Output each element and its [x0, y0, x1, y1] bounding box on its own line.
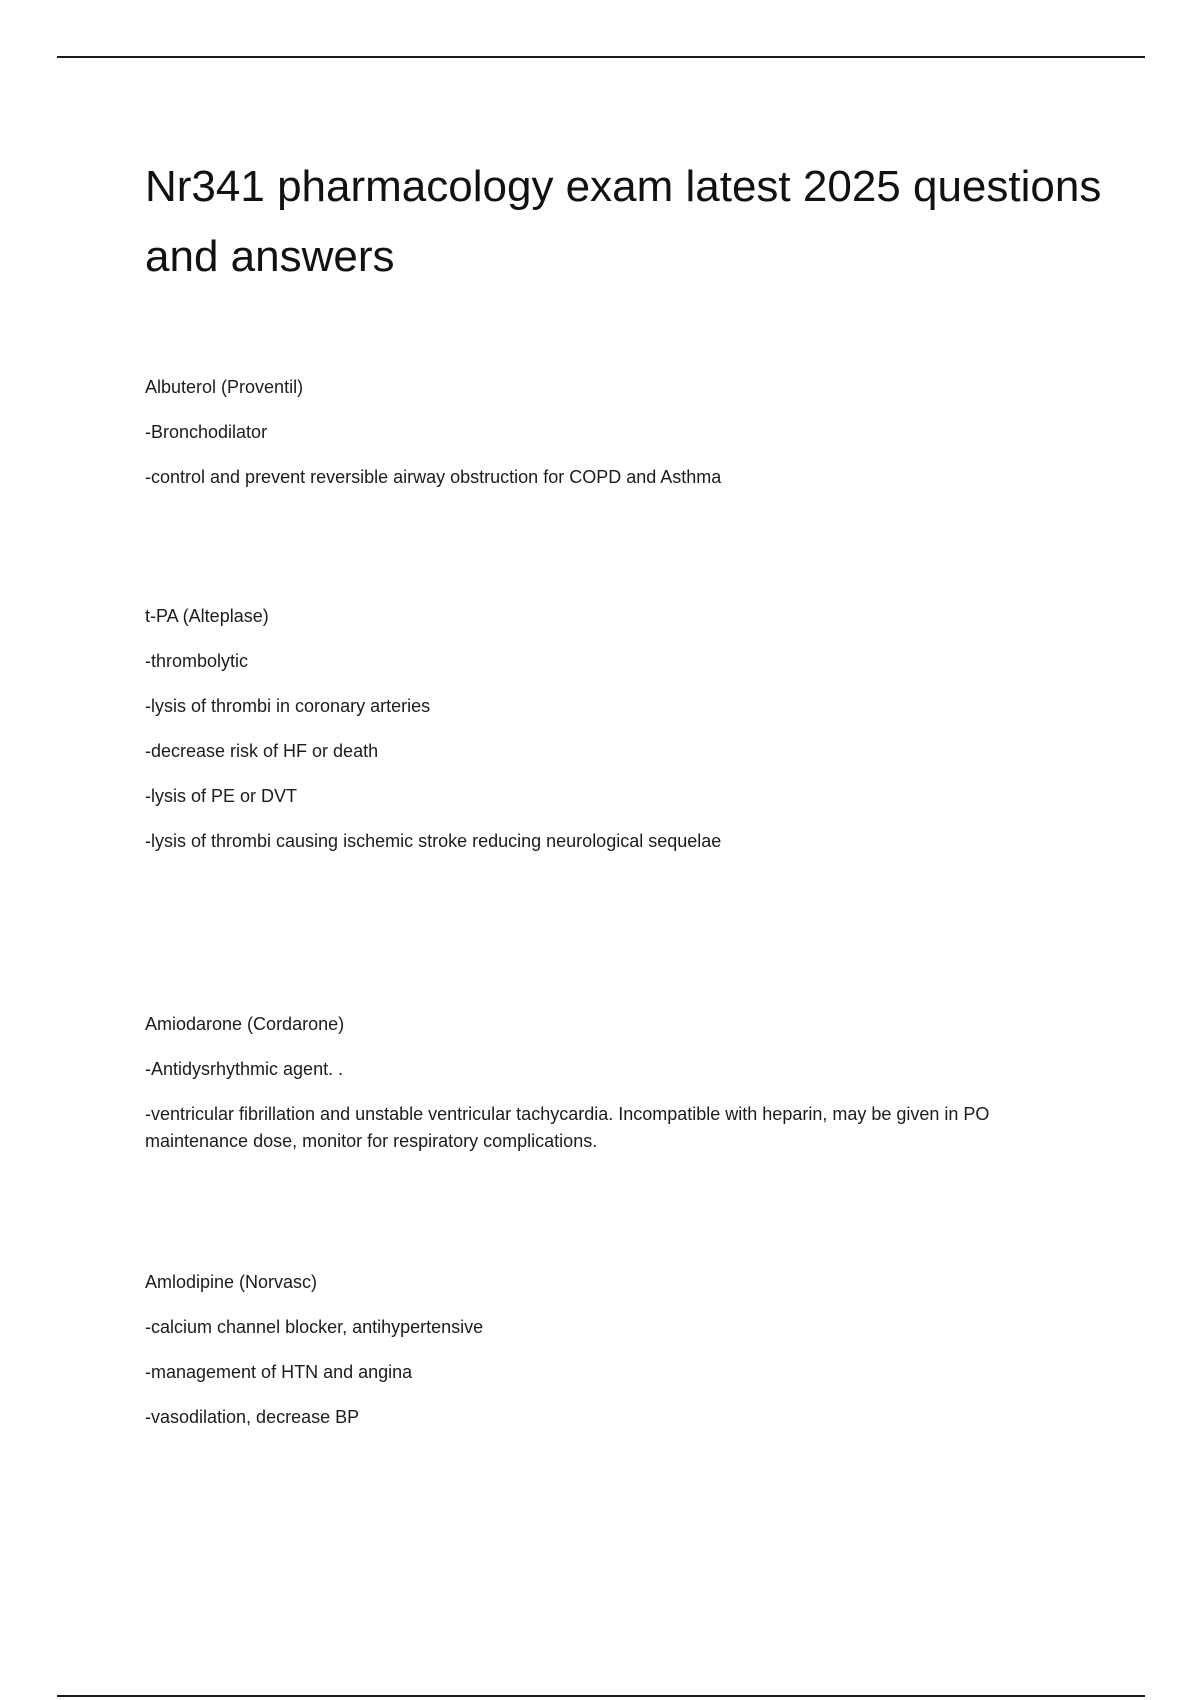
drug-name: t-PA (Alteplase) — [145, 606, 269, 626]
drug-detail: -lysis of thrombi in coronary arteries — [145, 696, 431, 716]
drug-entry-tpa — [145, 603, 1090, 873]
drug-detail: -lysis of thrombi causing ischemic stroke reducing neurological sequelae — [145, 831, 722, 851]
bottom-rule — [57, 1695, 1145, 1697]
top-rule — [57, 56, 1145, 58]
drug-entry-albuterol — [145, 374, 1090, 509]
drug-detail: -management of HTN and angina — [145, 1362, 413, 1382]
drug-detail: -lysis of PE or DVT — [145, 786, 298, 806]
drug-detail: -vasodilation, decrease BP — [145, 1407, 360, 1427]
drug-detail: -control and prevent reversible airway obstruction for COPD and Asthma — [145, 467, 722, 487]
drug-detail: -decrease risk of HF or death — [145, 741, 379, 761]
drug-detail: -Bronchodilator — [145, 422, 268, 442]
drug-entry-amlodipine — [145, 1269, 1090, 1449]
drug-name: Amlodipine (Norvasc) — [145, 1272, 318, 1292]
drug-name: Amiodarone (Cordarone) — [145, 1014, 345, 1034]
drug-entry-amiodarone — [145, 1011, 1090, 1173]
drug-detail: -calcium channel blocker, antihypertensive — [145, 1317, 484, 1337]
drug-detail: -thrombolytic — [145, 651, 249, 671]
document-title: Nr341 pharmacology exam latest 2025 questions and answers — [145, 162, 1102, 281]
drug-detail: -ventricular fibrillation and unstable ventricular tachycardia. Incompatible with heparin, may be given in PO maintenance dose, monitor for respiratory complications. — [145, 1104, 990, 1151]
drug-name: Albuterol (Proventil) — [145, 377, 304, 397]
drug-detail: -Antidysrhythmic agent. . — [145, 1059, 344, 1079]
